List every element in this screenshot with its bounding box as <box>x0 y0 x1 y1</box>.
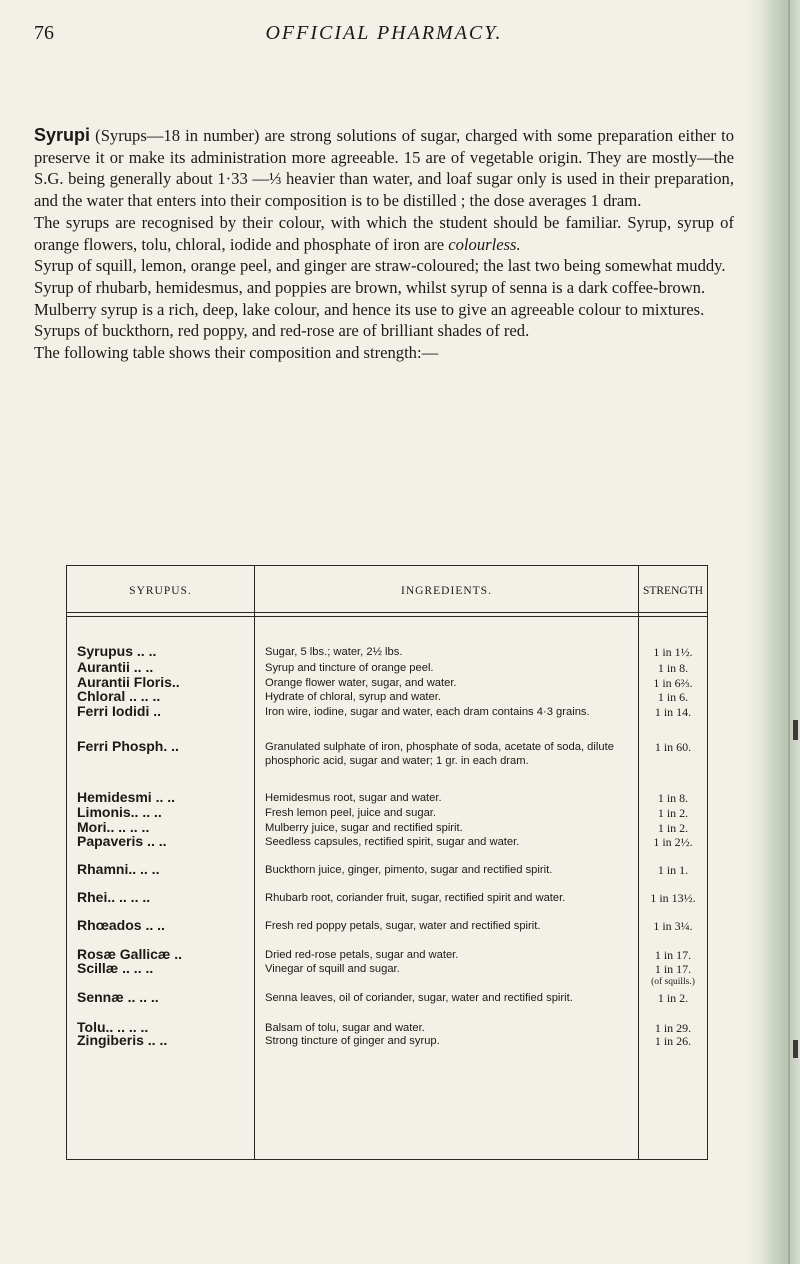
paragraph: Syrups of buckthorn, red poppy, and red-rose are of brilliant shades of red. <box>34 321 530 341</box>
strength-value: 1 in 60. <box>654 740 692 754</box>
paragraph: Syrup of rhubarb, hemidesmus, and poppies are brown, whilst syrup of senna is a dark coffee-brown. <box>34 277 706 297</box>
strength-value: 1 in 2½. <box>653 835 693 849</box>
strength-value: 1 in 14. <box>654 705 692 719</box>
syrup-name: Papaveris .. .. <box>77 834 167 849</box>
syrup-ingredients: Rhubarb root, coriander fruit, sugar, rectified spirit and water. <box>265 892 566 904</box>
syrup-strength <box>641 864 705 877</box>
syrup-strength <box>641 1022 705 1035</box>
syrup-ingredients: Buckthorn juice, ginger, pimento, sugar and rectified spirit. <box>265 864 553 876</box>
syrup-strength <box>641 691 705 704</box>
syrup-strength <box>641 892 705 905</box>
strength-value: 1 in 6. <box>657 690 689 704</box>
syrup-ingredients: Mulberry juice, sugar and rectified spirit. <box>265 822 463 834</box>
syrup-ingredients: Hemidesmus root, sugar and water. <box>265 792 442 804</box>
strength-value: 1 in 8. <box>657 791 689 805</box>
syrup-name: Aurantii .. .. <box>77 660 154 675</box>
syrup-name: Limonis.. .. .. <box>77 805 162 820</box>
syrup-strength <box>641 792 705 805</box>
syrup-ingredients: Dried red-rose petals, sugar and water. <box>265 949 459 961</box>
syrup-strength <box>641 646 705 659</box>
syrup-strength <box>641 706 705 719</box>
syrup-name: Syrupus .. .. <box>77 644 157 659</box>
syrup-ingredients: Seedless capsules, rectified spirit, sugar and water. <box>265 836 520 848</box>
syrup-ingredients: Vinegar of squill and sugar. <box>265 963 400 975</box>
syrup-ingredients: Fresh lemon peel, juice and sugar. <box>265 807 437 819</box>
syrup-name: Rhœados .. .. <box>77 918 165 933</box>
syrup-strength <box>641 677 705 690</box>
header-syrupus: SYRUPUS. <box>129 585 192 597</box>
paragraph <box>34 212 734 255</box>
syrup-name: Ferri Phosph. .. <box>77 739 179 754</box>
header-strength: STRENGTH <box>642 585 704 597</box>
page-edge-line <box>788 0 790 1264</box>
syrup-name: Rhamni.. .. .. <box>77 862 160 877</box>
syrup-name: Ferri Iodidi .. <box>77 704 162 719</box>
syrup-strength <box>641 949 705 962</box>
page-number: 76 <box>34 22 54 44</box>
strength-value: 1 in 3¼. <box>653 919 693 933</box>
emphasis-text: colourless. <box>448 234 521 254</box>
strength-value: 1 in 17. <box>654 948 692 962</box>
strength-value: 1 in 8. <box>657 661 689 675</box>
syrup-strength <box>641 741 705 754</box>
syrup-name: Rosæ Gallicæ .. <box>77 947 183 962</box>
running-title: OFFICIAL PHARMACY. <box>265 22 503 44</box>
strength-value: 1 in 29. <box>654 1021 692 1035</box>
syrup-strength <box>641 963 705 988</box>
syrup-ingredients: Fresh red poppy petals, sugar, water and rectified spirit. <box>265 920 541 932</box>
syrups-table <box>66 565 708 1160</box>
paragraph <box>34 125 734 212</box>
syrup-name: Chloral .. .. .. <box>77 689 161 704</box>
edge-mark <box>793 720 798 740</box>
header-divider <box>67 616 707 617</box>
strength-value: 1 in 6⅔. <box>653 676 693 690</box>
syrup-strength <box>641 920 705 933</box>
syrup-ingredients: Orange flower water, sugar, and water. <box>265 677 457 689</box>
edge-mark <box>793 1040 798 1058</box>
paragraph: Mulberry syrup is a rich, deep, lake colour, and hence its use to give an agreeable colour to mixtures. <box>34 299 705 319</box>
paragraph-text: (Syrups—18 in number) are strong solutions of sugar, charged with some preparation either to preserve it or make its administration more agreeable. 15 are of vegetable origin. They are mostly—the S.G. being generally about 1·33 —⅓ heavier than water, and loaf sugar only is used in their preparation, and the water that enters into their composition is to be distilled ; the dose averages 1 dram. <box>34 126 734 211</box>
syrup-strength <box>641 992 705 1005</box>
syrup-ingredients: Senna leaves, oil of coriander, sugar, water and rectified spirit. <box>265 992 573 1004</box>
syrup-name: Hemidesmi .. .. <box>77 790 176 805</box>
body-text <box>34 125 734 364</box>
syrup-ingredients: Strong tincture of ginger and syrup. <box>265 1035 440 1047</box>
syrup-ingredients: Balsam of tolu, sugar and water. <box>265 1022 425 1034</box>
syrup-name: Scillæ .. .. .. <box>77 961 154 976</box>
syrup-strength <box>641 822 705 835</box>
page-header <box>34 20 734 50</box>
strength-value: 1 in 1½. <box>653 645 693 659</box>
lead-term: Syrupi <box>34 125 91 145</box>
syrup-name: Zingiberis .. .. <box>77 1033 168 1048</box>
syrup-name: Rhei.. .. .. .. <box>77 890 151 905</box>
strength-value: 1 in 2. <box>657 806 689 820</box>
syrup-name: Tolu.. .. .. .. <box>77 1020 149 1035</box>
page-edge <box>744 0 800 1264</box>
syrup-strength <box>641 807 705 820</box>
paragraph: Syrup of squill, lemon, orange peel, and ginger are straw-coloured; the last two being somewhat muddy. <box>34 256 726 276</box>
header-divider <box>67 612 707 613</box>
syrup-strength <box>641 662 705 675</box>
syrup-name: Aurantii Floris.. <box>77 675 180 690</box>
paragraph: The following table shows their composition and strength:— <box>34 343 439 363</box>
strength-value: 1 in 2. <box>657 821 689 835</box>
strength-value: 1 in 1. <box>657 863 689 877</box>
strength-value: 1 in 2. <box>657 991 689 1005</box>
strength-note: (of squills.) <box>651 976 695 987</box>
syrup-ingredients: Syrup and tincture of orange peel. <box>265 662 434 674</box>
column-divider <box>638 566 639 1159</box>
header-ingredients: INGREDIENTS. <box>401 585 492 597</box>
paragraph-text: The syrups are recognised by their colour, with which the student should be familiar. Syrup, syrup of orange flowers, tolu, chloral, iodide and phosphate of iron are <box>34 212 734 254</box>
syrup-ingredients: Sugar, 5 lbs.; water, 2½ lbs. <box>265 646 403 658</box>
syrup-strength <box>641 1035 705 1048</box>
syrup-ingredients: Granulated sulphate of iron, phosphate of soda, acetate of soda, dilute phosphoric acid, sugar and water; 1 gr. in each dram. <box>265 741 614 767</box>
syrup-name: Sennæ .. .. .. <box>77 990 159 1005</box>
syrup-ingredients: Iron wire, iodine, sugar and water, each dram contains 4·3 grains. <box>265 706 590 718</box>
strength-value: 1 in 13½. <box>650 891 696 905</box>
strength-value: 1 in 17. <box>654 962 692 976</box>
syrup-strength <box>641 836 705 849</box>
strength-value: 1 in 26. <box>654 1034 692 1048</box>
syrup-name: Mori.. .. .. .. <box>77 820 150 835</box>
syrup-ingredients: Hydrate of chloral, syrup and water. <box>265 691 441 703</box>
